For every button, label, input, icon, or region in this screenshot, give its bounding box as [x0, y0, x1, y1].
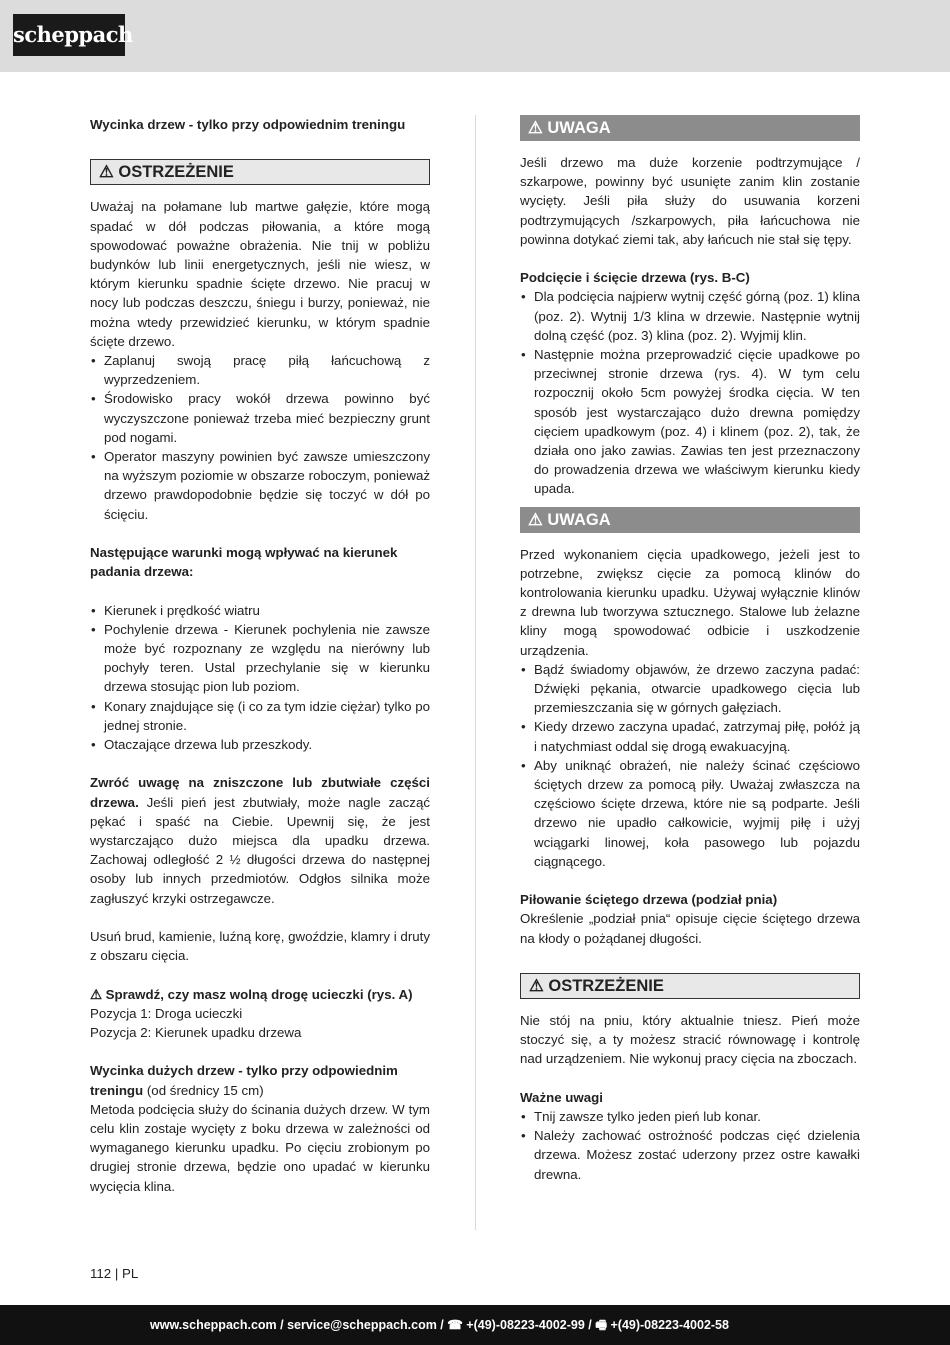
- paragraph: Uważaj na połamane lub martwe gałęzie, które mogą spadać w dół podczas piłowania, a które mogą spowodować poważne obrażenia. Nie tnij w pobliżu budynków lub linii energetycznych, jeśli nie wiesz, w którym kierunku spadnie ścięte drzewo. Nie pracuj w nocy lub podczas deszczu, śniegu i burzy, ponieważ, nie można wtedy przewidzieć kierunku, w którym spadnie ścięte drzewo.: [90, 199, 430, 349]
- footer-bar: [0, 1305, 950, 1345]
- paragraph: Metoda podcięcia służy do ścinania dużych drzew. W tym celu klin zostaje wycięty z boku drzewa w zależności od wymaganego kierunku upadku. Po cięciu zrobionym po drugiej stronie drzewa, będzie ono upadać w kierunku wycięcia klina.: [90, 1101, 430, 1194]
- position-2: Pozycja 2: Kierunek upadku drzewa: [90, 1025, 302, 1041]
- bullet-list: [520, 1107, 860, 1184]
- list-item: • Środowisko pracy wokół drzewa powinno być wyczyszczone ponieważ trzeba mieć bezpieczny grunt pod nogami.: [90, 389, 430, 447]
- list-item: • Zaplanuj swoją pracę piłą łańcuchową z wyprzedzeniem.: [90, 351, 430, 389]
- header-bar: [0, 0, 950, 72]
- heading-felling-training: Wycinka drzew - tylko przy odpowiednim treningu: [90, 117, 406, 132]
- heading-large-trees: [90, 1061, 430, 1099]
- heading-undercut: Podcięcie i ścięcie drzewa (rys. B-C): [520, 270, 750, 286]
- paragraph-text: Jeśli pień jest zbutwiały, może nagle zacząć pękać i spaść na Ciebie. Upewnij się, że jest wystarczająco dużo miejsca dla upadku drzewa. Zachowaj odległość 2 ½ długości drzewa do następnej osoby lub innych przedmiotów. Odgłos silnika może zagłuszyć krzyki ostrzegawcze.: [90, 794, 430, 906]
- paragraph: Jeśli drzewo ma duże korzenie podtrzymujące / szkarpowe, powinny być usunięte zanim klin zostanie wycięty. Jeśli piła służy do usuwania korzeni podtrzymujących /szkarpowych, piła łańcuchowa nie powinna dotykać ziemi tak, aby łańcuch nie stał się tępy.: [520, 155, 860, 247]
- list-item: • Pochylenie drzewa - Kierunek pochylenia nie zawsze może być rozpoznany ze względu na nierówny lub pochyły teren. Ustal przechylanie się w kierunku drzewa stosując pion lub poziom.: [90, 620, 430, 697]
- bold-lead: Wycinka dużych drzew - tylko przy odpowiednim treningu: [90, 1063, 398, 1098]
- warning-box-ostrzezenie: ⚠ OSTRZEŻENIE: [90, 159, 430, 185]
- list-item: • Należy zachować ostrożność podczas cięć dzielenia drzewa. Możesz zostać uderzony przez ostre kawałki drewna.: [520, 1126, 860, 1184]
- list-item: • Kiedy drzewo zaczyna upadać, zatrzymaj piłę, połóż ją i natychmiast oddal się drogą ewakuacyjną.: [520, 717, 860, 755]
- list-item: • Bądź świadomy objawów, że drzewo zaczyna padać: Dźwięki pękania, otwarcie upadkowego cięcia lub przemieszczania się w górnych gałęziach.: [520, 660, 860, 718]
- page-number: 112 | PL: [90, 1266, 139, 1281]
- paragraph: Przed wykonaniem cięcia upadkowego, jeżeli jest to potrzebne, zwiększ cięcie za pomocą klinów do kontrolowania kierunku upadku. Używaj wyłącznie klinów z drewna lub tworzywa sztucznego. Stalowe lub żelazne kliny mogą spowodować odbicie i uszkodzenie urządzenia.: [520, 546, 860, 658]
- paragraph: Usuń brud, kamienie, luźną korę, gwoździe, klamry i druty z obszaru cięcia.: [90, 929, 430, 964]
- paragraph-rotten-parts: [90, 773, 430, 907]
- warning-box-uwaga: ⚠ UWAGA: [520, 115, 860, 141]
- heading-escape-route: ⚠ Sprawdź, czy masz wolną drogę ucieczki (rys. A): [90, 986, 413, 1002]
- heading-suffix: (od średnicy 15 cm): [143, 1082, 264, 1098]
- right-column: [520, 115, 860, 1184]
- list-item: • Następnie można przeprowadzić cięcie upadkowe po przeciwnej stronie drzewa (rys. 4). W tym celu rozpocznij około 5cm powyżej środka cięcia. W ten sposób jest wystarczająco dużo drewna pomiędzy cięciem upadkowym (poz. 4) i klinem (poz. 2), tak, że działa ono jako zawias. Zawias ten jest przeznaczony do prowadzenia drzewa we właściwym kierunku kiedy upada.: [520, 345, 860, 499]
- position-1: Pozycja 1: Droga ucieczki: [90, 1005, 243, 1021]
- heading-fall-direction: Następujące warunki mogą wpływać na kierunek padania drzewa:: [90, 545, 398, 580]
- heading-important-notes: Ważne uwagi: [520, 1089, 603, 1105]
- warning-box-uwaga: ⚠ UWAGA: [520, 507, 860, 533]
- list-item: • Operator maszyny powinien być zawsze umieszczony na wyższym poziomie w obszarze roboczym, ponieważ drzewo prawdopodobnie będzie się toczyć w dół po ścięciu.: [90, 447, 430, 524]
- footer-contact: www.scheppach.com / service@scheppach.com / ☎ +(49)-08223-4002-99 / 🖷 +(49)-08223-4002-58: [150, 1318, 729, 1332]
- paragraph: Określenie „podział pnia“ opisuje cięcie ściętego drzewa na kłody o pożądanej długości.: [520, 911, 860, 946]
- list-item: • Kierunek i prędkość wiatru: [90, 601, 430, 620]
- bullet-list: [90, 351, 430, 524]
- bullet-list: [520, 287, 860, 498]
- bold-lead: Zwróć uwagę na zniszczone lub zbutwiałe części drzewa.: [90, 775, 430, 810]
- heading-bucking: Piłowanie ściętego drzewa (podział pnia): [520, 892, 778, 908]
- column-divider: [475, 115, 476, 1230]
- list-item: • Aby uniknąć obrażeń, nie należy ścinać częściowo ściętych drzew za pomocą piły. Uważaj zwłaszcza na częściowo ścięte drzewa, które nie są podparte. Jeśli drzewo nie upadło całkowicie, wyjmij piłę i użyj wciągarki linowej, koła pasowego lub pojazdu ciągnącego.: [520, 756, 860, 871]
- list-item: • Dla podcięcia najpierw wytnij część górną (poz. 1) klina (poz. 2). Wytnij 1/3 klina w drzewie. Następnie wytnij dolną część (poz. 3) klina (poz. 2). Wyjmij klin.: [520, 287, 860, 345]
- left-column: [90, 115, 430, 1196]
- bullet-list: [520, 660, 860, 871]
- list-item: • Konary znajdujące się (i co za tym idzie ciężar) tylko po jednej stronie.: [90, 697, 430, 735]
- warning-box-ostrzezenie: ⚠ OSTRZEŻENIE: [520, 973, 860, 999]
- list-item: • Tnij zawsze tylko jeden pień lub konar.: [520, 1107, 860, 1126]
- brand-logo: scheppach: [13, 14, 125, 56]
- paragraph: Nie stój na pniu, który aktualnie tniesz. Pień może stoczyć się, a ty możesz stracić równowagę i kontrolę nad urządzeniem. Nie wykonuj pracy cięcia na zboczach.: [520, 1013, 860, 1067]
- bullet-list: [90, 601, 430, 755]
- list-item: • Otaczające drzewa lub przeszkody.: [90, 735, 430, 754]
